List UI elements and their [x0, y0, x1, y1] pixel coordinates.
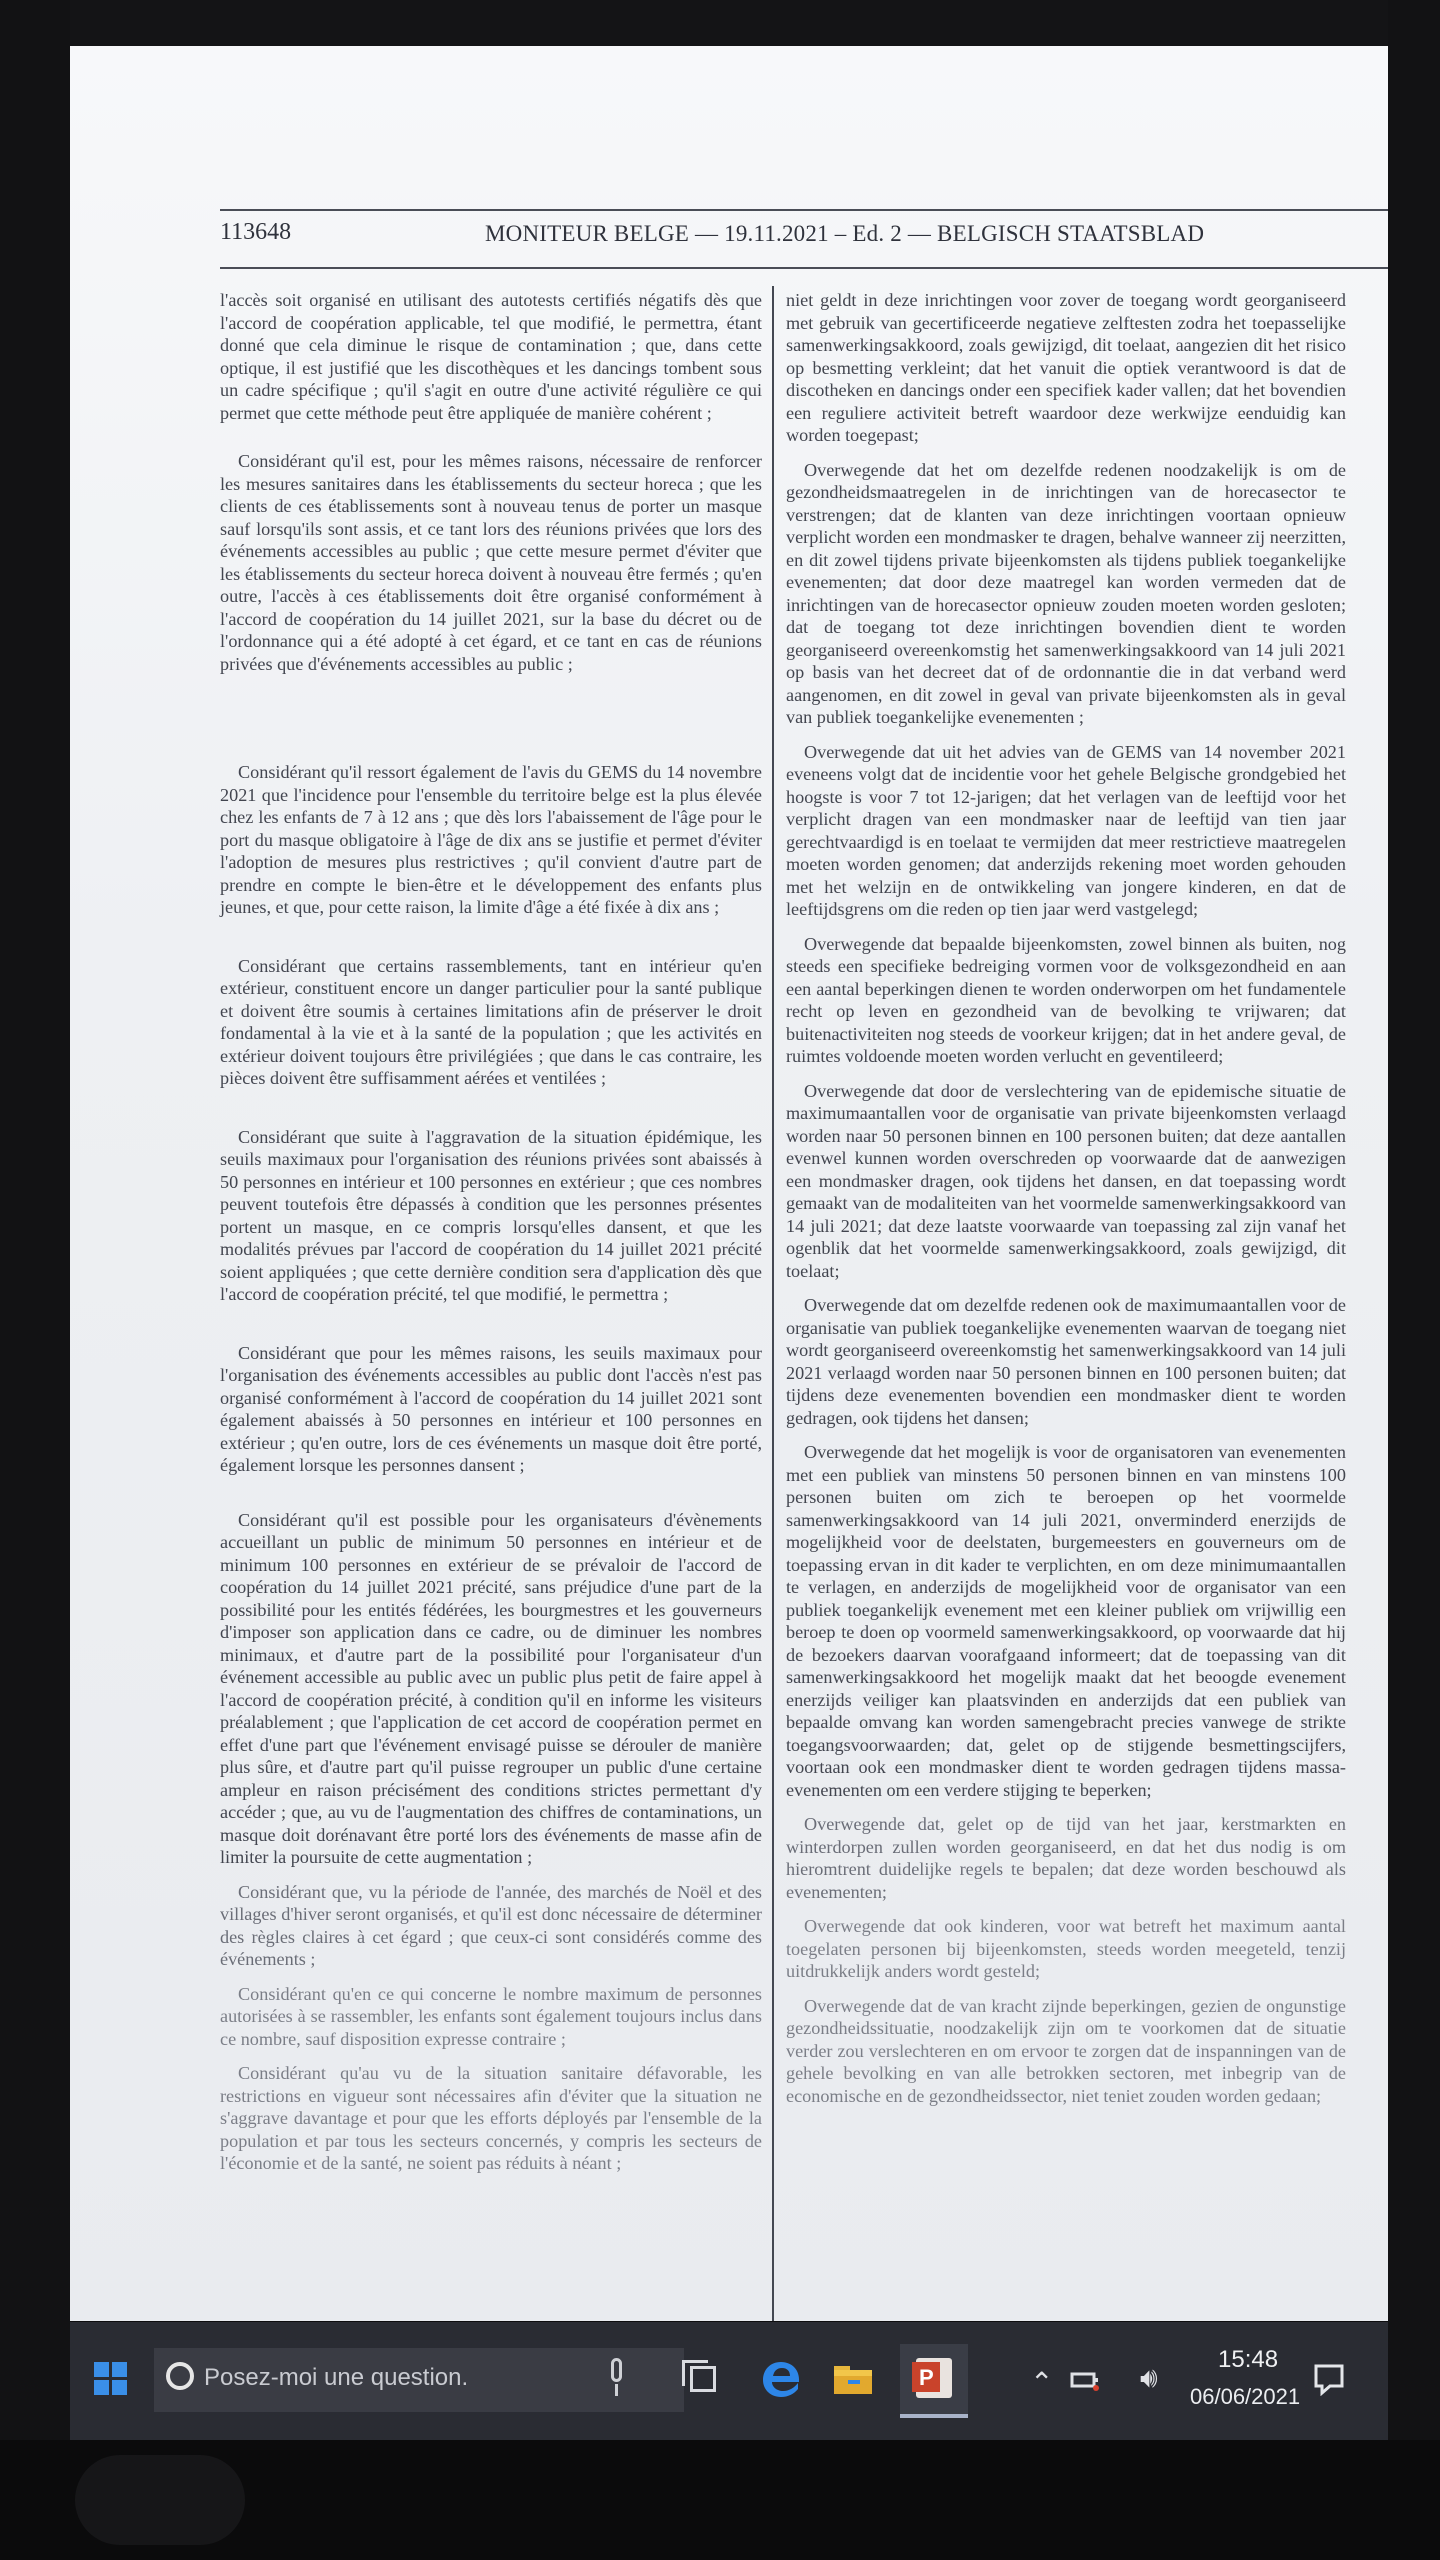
clock-time[interactable]: 15:48 — [1218, 2346, 1279, 2373]
paragraph: Overwegende dat bepaalde bijeenkomsten, zowel binnen als buiten, nog steeds een specifieke bedreiging vormen voor de volksgezondheid en aan een aantal beperkingen dienen te worden onderworpen om het fundamentele recht op leven en gezondheid van de bevolking te vrijwaren; dat buitenactiviteiten nog steeds de voorkeur krijgen; dat in het andere geval, de ruimtes voldoende moeten worden verlucht en geventileerd; — [786, 933, 1346, 1066]
column-divider — [772, 286, 774, 2321]
clock-date[interactable]: 06/06/2021 — [1190, 2384, 1301, 2409]
monitor-bezel-left — [0, 0, 70, 2440]
file-explorer-icon[interactable] — [830, 2356, 876, 2402]
taskbar — [70, 2322, 1388, 2440]
column-french — [220, 289, 762, 2175]
tray-chevron-icon[interactable]: ⌃ — [1030, 2367, 1054, 2398]
column-dutch — [786, 289, 1346, 2107]
page-header-title: MONITEUR BELGE — 19.11.2021 – Ed. 2 — BELGISCH STAATSBLAD — [485, 221, 1205, 246]
paragraph: Considérant qu'il est, pour les mêmes raisons, nécessaire de renforcer les mesures sanitaires dans les établissements du secteur horeca ; que les clients de ces établissements sont à nouveau tenus de porter un masque sauf lorsqu'ils sont assis, et ce tant lors des réunions privées que lors des événements accessibles au public ; que cette mesure permet d'éviter que les établissements du secteur horeca doivent à nouveau être fermés ; qu'en outre, l'accès à ces établissements doit être organisé conformément à l'accord de coopération du 14 juillet 2021, sur la base du décret ou de l'ordonnance qui a été adopté à cet égard, et ce tant en cas de réunions privées que d'événements accessibles au public ; — [220, 451, 762, 674]
paragraph: Overwegende dat het mogelijk is voor de organisatoren van evenementen met een publiek van minstens 50 personen binnen en van minstens 100 personen buiten om zich te beroepen op het voormelde samenwerkingsakkoord van 14 juli 2021, onverminderd enerzijds de mogelijkheid voor de deelstaten, burgemeesters en gouverneurs om de toepassing ervan in dit kader te verplichten, en om deze minimumaantallen te verlagen, en anderzijds de mogelijkheid voor de organisator van een publiek toegankelijk evenement met een kleiner publiek om vrijwillig een beroep te doen op voormeld samenwerkingsakkoord, op voorwaarde dat hij de bezoekers daarvan voorafgaand informeert; dat de toepassing van dit samenwerkingsakkoord het mogelijk maakt dat het beoogde evenement enerzijds veiliger kan plaatsvinden en anderzijds dat een publiek van bepaalde omvang kan worden samengebracht precies vanwege de strikte toegangsvoorwaarden; dat, gelet op de stijgende besmettingscijfers, voortaan ook een mondmasker dient te worden gedragen tijdens massa-evenementen om een verdere stijging te beperken; — [786, 1442, 1346, 1800]
paragraph: Considérant qu'il est possible pour les organisateurs d'évènements accueillant un public de minimum 50 personnes en intérieur et de minimum 100 personnes en extérieur de se prévaloir de l'accord de coopération du 14 juillet 2021 précité, sans préjudice d'une part de la possibilité pour les entités fédérées, les bourgmestres et les gouverneurs d'imposer son application dans ce cadre, ou de diminuer les nombres minimaux, et d'autre part de la possibilité pour l'organisateur d'un événement accessible au public avec un public plus petit de faire appel à l'accord de coopération précité, à condition qu'il en informe les visiteurs préalablement ; que l'application de cet accord de coopération permet en effet d'une part que l'événement envisagé puisse se dérouler de manière plus sûre, et d'autre part qu'il puisse regrouper un public d'une certaine ampleur en raison précisément des conditions strictes permettant d'y accéder ; que, au vu de l'augmentation des chiffres de contaminations, un masque doit dorénavant être porté lors des événements de masse afin de limiter la poursuite de cette augmentation ; — [220, 1509, 762, 1867]
paragraph: niet geldt in deze inrichtingen voor zover de toegang wordt georganiseerd met gebruik van gecertificeerde negatieve zelftesten zodra het toepasselijke samenwerkingsakkoord, zoals gewijzigd, dit toelaat, aangezien dit het risico op besmetting verkleint; dat het vanuit die optiek verantwoord is dat de discotheken en dancings onder een specifiek kader vallen; dat het bovendien een reguliere activiteit betreft waardoor deze werkwijze eenduidig kan worden toegepast; — [786, 290, 1346, 445]
powerpoint-icon[interactable] — [900, 2344, 968, 2418]
paragraph: Overwegende dat door de verslechtering van de epidemische situatie de maximumaantallen voor de organisatie van private bijeenkomsten verlaagd worden naar 50 personen binnen en 100 personen buiten; dat deze aantallen evenwel kunnen worden overschreden op voorwaarde dat de aanwezigen een mondmasker dragen, ook tijdens het dansen, en dat toepassing wordt gemaakt van de modaliteiten van het voormelde samenwerkingsakkoord van 14 juli 2021; dat deze laatste voorwaarde van toepassing zal zijn vanaf het ogenblik dat het voormelde samenwerkingsakkoord, zoals gewijzigd, dit toelaat; — [786, 1080, 1346, 1281]
paragraph: Overwegende dat ook kinderen, voor wat betreft het maximum aantal toegelaten personen bij bijeenkomsten, steeds worden meegeteld, tenzij uitdrukkelijk anders wordt gesteld; — [786, 1916, 1346, 1981]
paragraph: Considérant qu'au vu de la situation sanitaire défavorable, les restrictions en vigueur sont nécessaires afin d'éviter que la situation ne s'aggrave davantage et pour que les efforts déployés par l'ensemble de la population et par tous les secteurs concernés, y compris les secteurs de l'économie et de la santé, ne soient pas réduits à néant ; — [220, 2063, 762, 2173]
paragraph: Considérant que suite à l'aggravation de la situation épidémique, les seuils maximaux pour l'organisation des réunions privées sont abaissés à 50 personnes en intérieur et 100 personnes en extérieur ; que ces nombres peuvent toutefois être dépassés à condition que les personnes présentes portent un masque, en ce compris lorsqu'elles dansent, et que les modalités prévues par l'accord de coopération du 14 juillet 2021 précité soient appliquées ; que cette dernière condition sera d'application dès que l'accord de coopération précité, tel que modifié, le permettra ; — [220, 1126, 762, 1304]
header-rule-top — [220, 209, 1388, 211]
paragraph: l'accès soit organisé en utilisant des autotests certifiés négatifs dès que l'accord de coopération applicable, tel que modifié, le permettra, étant donné que cela diminue le risque de contamination ; que, dans cette optique, il est justifié que les discothèques et les dancings tombent sous un cadre spécifique ; qu'il s'agit en outre d'une activité régulière ce qui permet que cette méthode peut être appliquée de manière cohérent ; — [220, 290, 762, 423]
network-icon[interactable] — [1070, 2368, 1100, 2392]
document-page — [220, 161, 1388, 2321]
volume-icon[interactable]: 🔊︎ — [1140, 2362, 1158, 2393]
paragraph: Considérant que, vu la période de l'année, des marchés de Noël et des villages d'hiver seront organisés, et qu'il est donc nécessaire de déterminer des règles claires à cet égard ; que ceux-ci sont considérés comme des événements ; — [220, 1881, 762, 1969]
paragraph: Considérant que certains rassemblements, tant en intérieur qu'en extérieur, constituent encore un danger particulier pour la santé publique et doivent être soumis à certaines limitations afin de préserver le droit fondamental à la vie et à la santé de la population ; que les activités en extérieur doivent toujours être privilégiées ; que dans le cas contraire, les pièces doivent être suffisamment aérées et ventilées ; — [220, 955, 762, 1088]
paragraph: Considérant qu'il ressort également de l'avis du GEMS du 14 novembre 2021 que l'incidence pour l'ensemble du territoire belge est la plus élevée chez les enfants de 7 à 12 ans ; que dès lors l'abaissement de l'âge pour le port du masque obligatoire à l'âge de dix ans se justifie et permet d'éviter l'adoption de mesures plus restrictives ; qu'il convient d'autre part de prendre en compte le bien-être et le développement des enfants plus jeunes, et que, pour cette raison, la limite d'âge a été fixée à dix ans ; — [220, 762, 762, 917]
search-placeholder[interactable]: Posez-moi une question. — [204, 2364, 469, 2391]
paragraph: Overwegende dat de van kracht zijnde beperkingen, gezien de ongunstige gezondheidssituatie, noodzakelijk zijn om te voorkomen dat de situatie verder zou verslechteren en om ervoor te zorgen dat de inspanningen van de gehele bevolking en van alle betrokken sectoren, met inbegrip van de economische en de gezondheidssector, niet teniet zouden worden gedaan; — [786, 1995, 1346, 2106]
task-view-icon[interactable] — [682, 2360, 716, 2396]
document-viewer — [70, 46, 1388, 2321]
paragraph: Overwegende dat het om dezelfde redenen noodzakelijk is om de gezondheidsmaatregelen in de inrichtingen van de horecasector te verstrengen; dat de klanten van deze inrichtingen voortaan opnieuw verplicht worden een mondmasker te dragen, behalve wanneer zij neerzitten, en dit zowel tijdens private bijeenkomsten als tijdens publiek toegankelijke evenementen; dat door deze maatregel kan worden vermeden dat de inrichtingen van de horecasector opnieuw zouden moeten worden gesloten; dat de toegang tot deze inrichtingen bovendien dient te worden georganiseerd overeenkomstig het samenwerkingsakkoord van 14 juli 2021 op basis van het decreet dat of de ordonnantie die in dat verband werd aangenomen, en dit zowel in geval van private bijeenkomsten als in geval van publiek toegankelijke evenementen ; — [786, 459, 1346, 727]
svg-text:P: P — [919, 2365, 934, 2390]
paragraph: Overwegende dat, gelet op de tijd van het jaar, kerstmarkten en winterdorpen zullen worden georganiseerd, en dat het dus nodig is om hieromtrent duidelijke regels te bepalen; dat deze worden beschouwd als evenementen; — [786, 1814, 1346, 1902]
page-number: 113648 — [220, 219, 292, 245]
monitor-bezel-top — [0, 0, 1440, 48]
windows-start-icon[interactable] — [94, 2362, 128, 2396]
microphone-icon[interactable] — [608, 2358, 626, 2398]
paragraph: Considérant qu'en ce qui concerne le nombre maximum de personnes autorisées à se rassembler, les enfants sont également toujours inclus dans ce nombre, sauf disposition expresse contraire ; — [220, 1983, 762, 2049]
monitor-bezel-right — [1388, 0, 1440, 2440]
edge-icon[interactable] — [758, 2356, 804, 2402]
cortana-icon[interactable] — [166, 2362, 194, 2390]
notification-icon[interactable] — [1312, 2362, 1346, 2396]
header-rule-bottom — [220, 267, 1388, 269]
paragraph: Considérant que pour les mêmes raisons, les seuils maximaux pour l'organisation des événements accessibles au public dont l'accès n'est pas organisé conformément à l'accord de coopération du 14 juillet 2021 sont également abaissés à 50 personnes en intérieur et 100 personnes en extérieur ; qu'en outre, lors de ces événements un masque doit être porté, également lorsque les personnes dansent ; — [220, 1342, 762, 1475]
bezel-reflection — [75, 2455, 245, 2545]
paragraph: Overwegende dat om dezelfde redenen ook de maximumaantallen voor de organisatie van publiek toegankelijke evenementen waarvan de toegang niet wordt georganiseerd overeenkomstig het samenwerkingsakkoord van 14 juli 2021 verlaagd worden naar 50 personen binnen en 100 personen buiten; dat tijdens deze evenementen bovendien een mondmasker dient te worden gedragen, ook tijdens het dansen; — [786, 1295, 1346, 1428]
paragraph: Overwegende dat uit het advies van de GEMS van 14 november 2021 eveneens volgt dat de incidentie voor het gehele Belgische grondgebied het hoogste is voor 7 tot 12-jarigen; dat het verlagen van de leeftijd voor het verplicht dragen van een mondmasker naar de leeftijd van tien jaar gerechtvaardigd is en toelaat te vermijden dat meer restrictieve maatregelen moeten worden genomen; dat anderzijds rekening moet worden gehouden met het welzijn en de ontwikkeling van jongere kinderen, en dat de leeftijdsgrens om die reden op tien jaar werd vastgelegd; — [786, 741, 1346, 919]
